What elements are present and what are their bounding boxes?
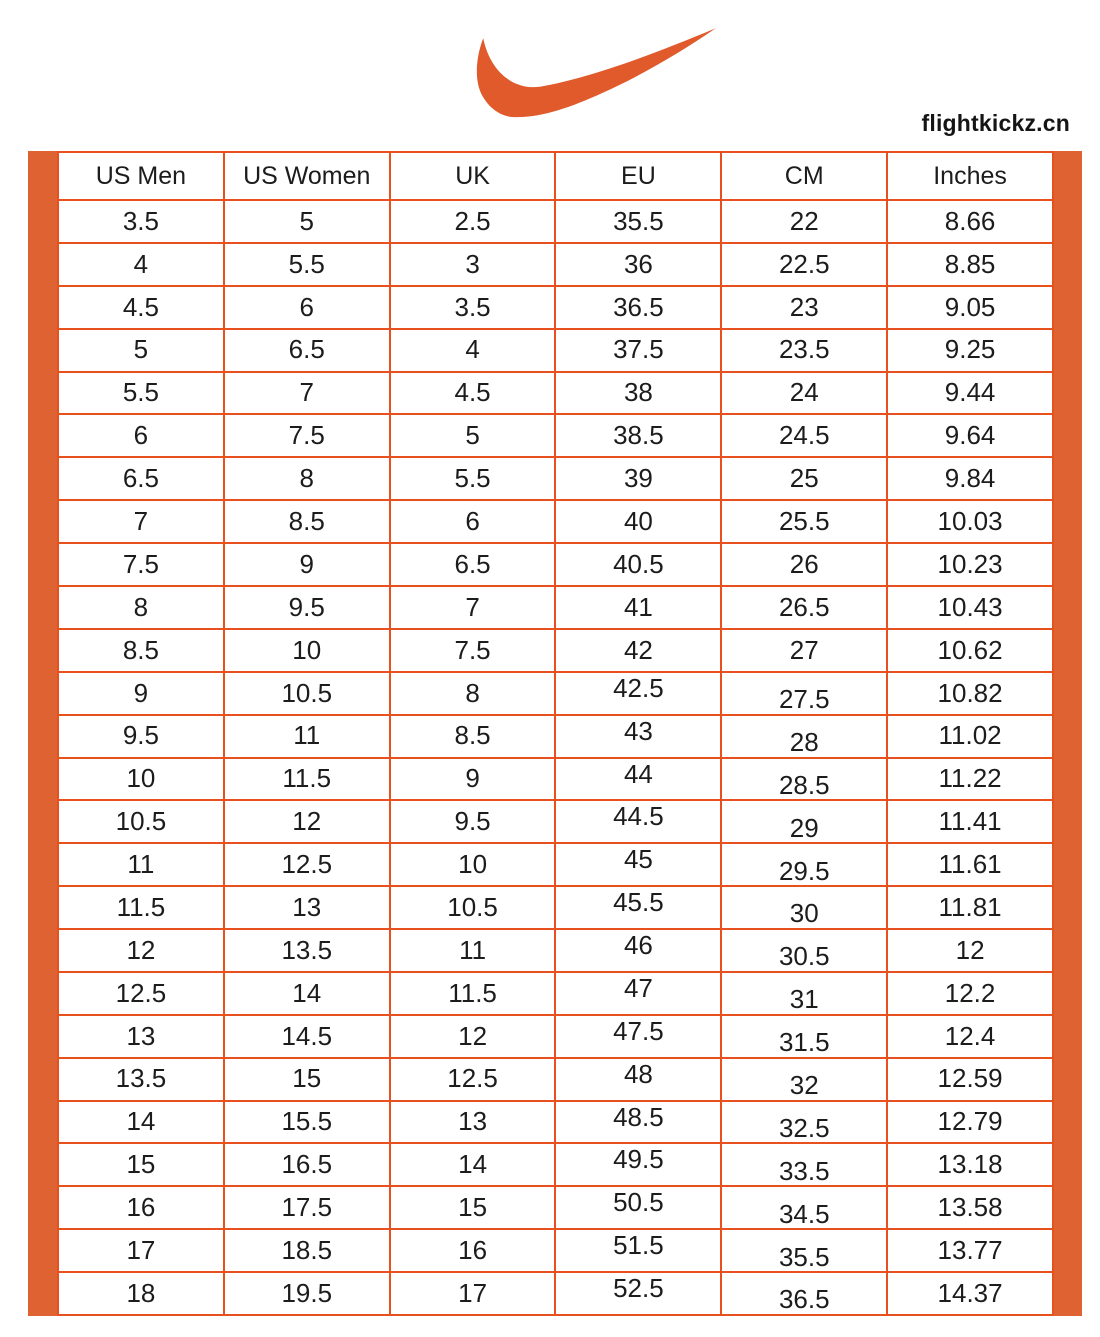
table-cell: 9 xyxy=(391,759,555,800)
table-cell: 13.58 xyxy=(888,1187,1052,1228)
table-cell: 6.5 xyxy=(225,330,389,371)
table-cell: 3.5 xyxy=(391,287,555,328)
table-cell: 46 xyxy=(556,930,720,971)
table-cell: 8 xyxy=(391,673,555,714)
table-cell: 14 xyxy=(59,1102,223,1143)
table-cell: 9.05 xyxy=(888,287,1052,328)
table-cell: 3.5 xyxy=(59,201,223,242)
table-cell: 11.5 xyxy=(59,887,223,928)
table-cell: 18 xyxy=(59,1273,223,1314)
right-accent-bar xyxy=(1054,151,1082,1316)
site-watermark: flightkickz.cn xyxy=(921,110,1070,136)
table-cell: 44 xyxy=(556,759,720,800)
table-cell: 4 xyxy=(59,244,223,285)
table-cell: 52.5 xyxy=(556,1273,720,1314)
table-cell: 47 xyxy=(556,973,720,1014)
table-cell: 5 xyxy=(391,415,555,456)
table-cell: 13 xyxy=(225,887,389,928)
table-cell: 15.5 xyxy=(225,1102,389,1143)
table-cell: 31.5 xyxy=(722,1016,886,1057)
table-cell: 11.41 xyxy=(888,801,1052,842)
table-cell: 30.5 xyxy=(722,930,886,971)
table-cell: 28.5 xyxy=(722,759,886,800)
table-cell: 10 xyxy=(391,844,555,885)
table-cell: 9.5 xyxy=(225,587,389,628)
table-cell: 13.5 xyxy=(225,930,389,971)
table-cell: 23 xyxy=(722,287,886,328)
column-header: Inches xyxy=(888,153,1052,199)
table-cell: 35.5 xyxy=(722,1230,886,1271)
table-cell: 5 xyxy=(225,201,389,242)
table-cell: 15 xyxy=(391,1187,555,1228)
table-cell: 5.5 xyxy=(225,244,389,285)
table-cell: 16.5 xyxy=(225,1144,389,1185)
table-cell: 3 xyxy=(391,244,555,285)
table-cell: 33.5 xyxy=(722,1144,886,1185)
table-cell: 8 xyxy=(59,587,223,628)
table-cell: 22.5 xyxy=(722,244,886,285)
table-cell: 31 xyxy=(722,973,886,1014)
table-cell: 12 xyxy=(59,930,223,971)
table-cell: 39 xyxy=(556,458,720,499)
table-cell: 13.18 xyxy=(888,1144,1052,1185)
table-cell: 32.5 xyxy=(722,1102,886,1143)
column-header: US Women xyxy=(225,153,389,199)
table-cell: 29.5 xyxy=(722,844,886,885)
column-header: US Men xyxy=(59,153,223,199)
table-cell: 36.5 xyxy=(556,287,720,328)
table-cell: 29 xyxy=(722,801,886,842)
size-grid xyxy=(57,151,1054,1316)
table-cell: 6 xyxy=(391,501,555,542)
table-cell: 45.5 xyxy=(556,887,720,928)
table-cell: 9 xyxy=(225,544,389,585)
table-cell: 48 xyxy=(556,1059,720,1100)
table-cell: 22 xyxy=(722,201,886,242)
table-cell: 5.5 xyxy=(391,458,555,499)
table-cell: 4 xyxy=(391,330,555,371)
table-cell: 40 xyxy=(556,501,720,542)
table-cell: 9.5 xyxy=(391,801,555,842)
nike-swoosh-icon xyxy=(452,26,724,122)
table-cell: 5.5 xyxy=(59,373,223,414)
size-conversion-table xyxy=(28,151,1082,1316)
table-cell: 11 xyxy=(391,930,555,971)
table-cell: 25 xyxy=(722,458,886,499)
table-cell: 12.5 xyxy=(59,973,223,1014)
table-cell: 8.85 xyxy=(888,244,1052,285)
table-cell: 36.5 xyxy=(722,1273,886,1314)
table-cell: 12.5 xyxy=(391,1059,555,1100)
table-cell: 11 xyxy=(59,844,223,885)
column-header: CM xyxy=(722,153,886,199)
table-cell: 12.5 xyxy=(225,844,389,885)
table-cell: 9.44 xyxy=(888,373,1052,414)
table-cell: 8.66 xyxy=(888,201,1052,242)
table-cell: 16 xyxy=(391,1230,555,1271)
table-cell: 45 xyxy=(556,844,720,885)
table-cell: 49.5 xyxy=(556,1144,720,1185)
table-cell: 10.43 xyxy=(888,587,1052,628)
table-cell: 36 xyxy=(556,244,720,285)
table-cell: 7.5 xyxy=(225,415,389,456)
table-cell: 13.5 xyxy=(59,1059,223,1100)
table-cell: 26.5 xyxy=(722,587,886,628)
table-cell: 35.5 xyxy=(556,201,720,242)
table-cell: 13 xyxy=(391,1102,555,1143)
table-cell: 14.5 xyxy=(225,1016,389,1057)
table-cell: 50.5 xyxy=(556,1187,720,1228)
table-cell: 24.5 xyxy=(722,415,886,456)
table-cell: 14.37 xyxy=(888,1273,1052,1314)
table-cell: 9.25 xyxy=(888,330,1052,371)
table-cell: 15 xyxy=(59,1144,223,1185)
table-cell: 12.59 xyxy=(888,1059,1052,1100)
table-cell: 11 xyxy=(225,716,389,757)
table-cell: 30 xyxy=(722,887,886,928)
table-cell: 23.5 xyxy=(722,330,886,371)
table-cell: 10.23 xyxy=(888,544,1052,585)
table-cell: 17.5 xyxy=(225,1187,389,1228)
table-cell: 38.5 xyxy=(556,415,720,456)
table-cell: 17 xyxy=(59,1230,223,1271)
table-cell: 7.5 xyxy=(391,630,555,671)
table-cell: 6.5 xyxy=(59,458,223,499)
table-cell: 9.64 xyxy=(888,415,1052,456)
table-cell: 10.62 xyxy=(888,630,1052,671)
table-cell: 11.81 xyxy=(888,887,1052,928)
table-cell: 7 xyxy=(225,373,389,414)
table-cell: 11.02 xyxy=(888,716,1052,757)
table-cell: 10 xyxy=(225,630,389,671)
table-cell: 12 xyxy=(225,801,389,842)
table-cell: 11.5 xyxy=(225,759,389,800)
table-cell: 41 xyxy=(556,587,720,628)
table-cell: 17 xyxy=(391,1273,555,1314)
table-cell: 13 xyxy=(59,1016,223,1057)
table-cell: 14 xyxy=(225,973,389,1014)
table-cell: 10.03 xyxy=(888,501,1052,542)
table-cell: 8.5 xyxy=(225,501,389,542)
table-cell: 51.5 xyxy=(556,1230,720,1271)
table-cell: 12 xyxy=(888,930,1052,971)
table-cell: 25.5 xyxy=(722,501,886,542)
column-header: UK xyxy=(391,153,555,199)
table-cell: 42 xyxy=(556,630,720,671)
table-cell: 6 xyxy=(59,415,223,456)
table-cell: 7.5 xyxy=(59,544,223,585)
table-cell: 12 xyxy=(391,1016,555,1057)
table-cell: 11.5 xyxy=(391,973,555,1014)
table-cell: 16 xyxy=(59,1187,223,1228)
left-accent-bar xyxy=(28,151,57,1316)
table-cell: 4.5 xyxy=(391,373,555,414)
table-cell: 2.5 xyxy=(391,201,555,242)
table-cell: 43 xyxy=(556,716,720,757)
table-cell: 19.5 xyxy=(225,1273,389,1314)
table-cell: 24 xyxy=(722,373,886,414)
table-cell: 26 xyxy=(722,544,886,585)
table-cell: 12.2 xyxy=(888,973,1052,1014)
table-cell: 38 xyxy=(556,373,720,414)
table-cell: 9 xyxy=(59,673,223,714)
table-cell: 40.5 xyxy=(556,544,720,585)
column-header: EU xyxy=(556,153,720,199)
table-cell: 8 xyxy=(225,458,389,499)
table-cell: 4.5 xyxy=(59,287,223,328)
table-cell: 6.5 xyxy=(391,544,555,585)
table-cell: 47.5 xyxy=(556,1016,720,1057)
table-cell: 7 xyxy=(391,587,555,628)
table-cell: 10.5 xyxy=(391,887,555,928)
table-cell: 44.5 xyxy=(556,801,720,842)
table-cell: 7 xyxy=(59,501,223,542)
table-cell: 27.5 xyxy=(722,673,886,714)
table-cell: 10.5 xyxy=(59,801,223,842)
table-cell: 6 xyxy=(225,287,389,328)
table-cell: 12.4 xyxy=(888,1016,1052,1057)
table-cell: 32 xyxy=(722,1059,886,1100)
table-cell: 10.82 xyxy=(888,673,1052,714)
table-cell: 5 xyxy=(59,330,223,371)
table-cell: 11.22 xyxy=(888,759,1052,800)
table-cell: 14 xyxy=(391,1144,555,1185)
table-cell: 18.5 xyxy=(225,1230,389,1271)
table-cell: 12.79 xyxy=(888,1102,1052,1143)
table-cell: 10 xyxy=(59,759,223,800)
table-cell: 15 xyxy=(225,1059,389,1100)
table-cell: 42.5 xyxy=(556,673,720,714)
table-cell: 8.5 xyxy=(59,630,223,671)
table-cell: 10.5 xyxy=(225,673,389,714)
table-cell: 11.61 xyxy=(888,844,1052,885)
table-cell: 13.77 xyxy=(888,1230,1052,1271)
table-cell: 28 xyxy=(722,716,886,757)
table-cell: 27 xyxy=(722,630,886,671)
table-cell: 48.5 xyxy=(556,1102,720,1143)
table-cell: 37.5 xyxy=(556,330,720,371)
nike-swoosh-glyph xyxy=(477,28,716,117)
table-cell: 9.5 xyxy=(59,716,223,757)
table-cell: 8.5 xyxy=(391,716,555,757)
table-cell: 9.84 xyxy=(888,458,1052,499)
table-cell: 34.5 xyxy=(722,1187,886,1228)
